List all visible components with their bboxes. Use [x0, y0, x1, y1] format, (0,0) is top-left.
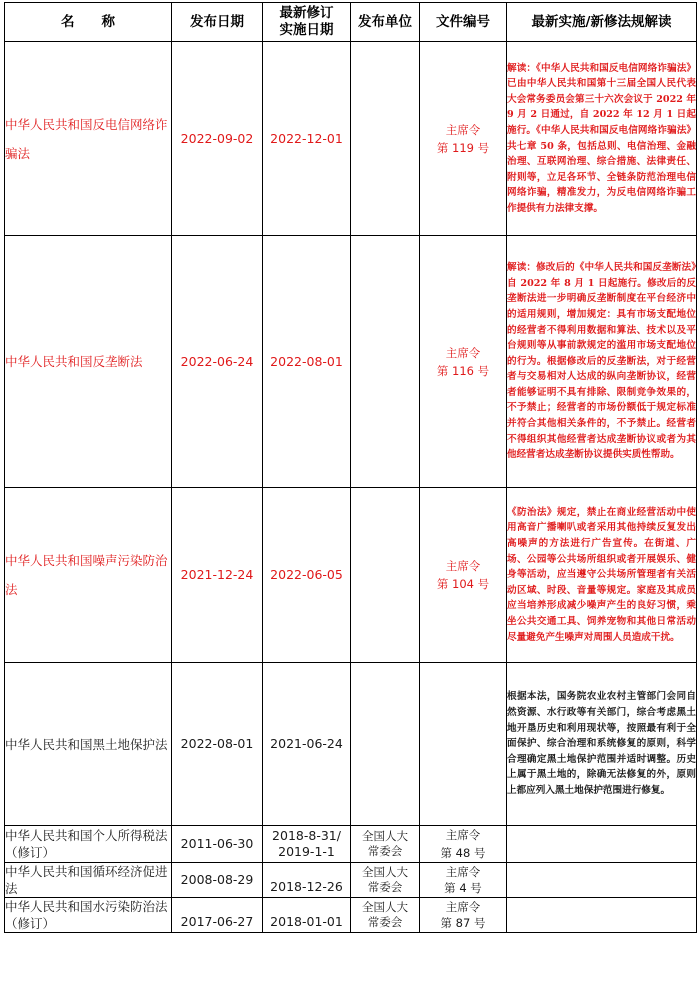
interpretation: [507, 898, 697, 933]
issuer-line1: 全国人大: [362, 829, 408, 843]
issuer-line1: 全国人大: [362, 865, 408, 879]
doc-no: [420, 488, 507, 663]
issuer: [351, 663, 420, 826]
header-doc-no: 文件编号: [420, 3, 507, 42]
doc-no-line2: 第 4 号: [444, 881, 482, 895]
doc-no-line2: 第 87 号: [440, 916, 486, 930]
issuer: [351, 42, 420, 236]
law-name: 中华人民共和国循环经济促进法: [5, 863, 172, 898]
interpretation: [507, 863, 697, 898]
doc-no-line1: 主席令: [445, 900, 481, 914]
issuer-line2: 常委会: [367, 844, 403, 858]
table-row: [5, 898, 697, 933]
table-row: [5, 863, 697, 898]
doc-no-line1: 主席令: [445, 828, 481, 842]
issuer: [351, 898, 420, 933]
doc-no: [420, 898, 507, 933]
law-name: 中华人民共和国反垄断法: [5, 236, 172, 488]
law-table: [4, 2, 697, 933]
effective-date: 2021-06-24: [263, 663, 351, 826]
doc-no: [420, 663, 507, 826]
law-name: 中华人民共和国反电信网络诈骗法: [5, 42, 172, 236]
table-row: [5, 663, 697, 826]
header-interpretation: 最新实施/新修法规解读: [507, 3, 697, 42]
publish-date: 2021-12-24: [172, 488, 263, 663]
effective-date-line2: 2019-1-1: [278, 844, 335, 859]
doc-no: [420, 42, 507, 236]
effective-date: 2022-08-01: [263, 236, 351, 488]
issuer: [351, 863, 420, 898]
law-name: 中华人民共和国噪声污染防治法: [5, 488, 172, 663]
issuer: [351, 236, 420, 488]
header-name: 名 称: [5, 3, 172, 42]
effective-date: 2022-06-05: [263, 488, 351, 663]
interpretation: 解读：修改后的《中华人民共和国反垄断法》自 2022 年 8 月 1 日起施行。修改后的反垄断法进一步明确反垄断制度在平台经济中的适用规则，增加规定：具有市场支配地位的经营者不得利用数据和算法、技术以及平台规则等从事前款规定的滥用市场支配地位的行为。根据修改后的反垄断法，对于经营者与交易相对人达成的纵向垄断协议，经营者能够证明不具有排除、限制竞争效果的，不予禁止；经营者的市场份额低于规定标准并符合其他相关条件的，不予禁止。经营者不得组织其他经营者达成垄断协议或者为其他经营者达成垄断协议提供实质性帮助。: [507, 236, 697, 488]
doc-no-line2: 第 116 号: [436, 363, 490, 378]
doc-no-line1: 主席令: [445, 559, 481, 573]
effective-date: 2022-12-01: [263, 42, 351, 236]
issuer-line1: 全国人大: [362, 900, 408, 914]
issuer-line2: 常委会: [367, 915, 403, 929]
interpretation: 《防治法》规定，禁止在商业经营活动中使用高音广播喇叭或者采用其他持续反复发出高噪声的方法进行广告宣传。在街道、广场、公园等公共场所组织或者开展娱乐、健身等活动，应当遵守公共场所管理者有关活动区域、时段、音量等规定。家庭及其成员应当培养形成减少噪声产生的良好习惯，乘坐公共交通工具、饲养宠物和其他日常活动尽量避免产生噪声对周围人员造成干扰。: [507, 488, 697, 663]
publish-date: 2022-09-02: [172, 42, 263, 236]
publish-date: 2008-08-29: [172, 863, 263, 898]
doc-no-line1: 主席令: [445, 345, 481, 360]
effective-date: 2018-01-01: [263, 898, 351, 933]
doc-no-line2: 第 119 号: [436, 140, 490, 155]
publish-date: 2022-06-24: [172, 236, 263, 488]
doc-no: [420, 826, 507, 863]
interpretation: 根据本法，国务院农业农村主管部门会同自然资源、水行政等有关部门，综合考虑黑土地开垦历史和利用现状等，按照最有利于全面保护、综合治理和系统修复的原则，科学合理确定黑土地保护范围并适时调整。历史上属于黑土地的，除确无法修复的外，原则上都应列入黑土地保护范围进行修复。: [507, 663, 697, 826]
header-issuer: 发布单位: [351, 3, 420, 42]
table-row: [5, 826, 697, 863]
doc-no: [420, 863, 507, 898]
doc-no-line2: 第 104 号: [436, 577, 490, 591]
effective-date: 2018-12-26: [263, 863, 351, 898]
issuer: [351, 826, 420, 863]
issuer-line2: 常委会: [367, 880, 403, 894]
interpretation: 解读：《中华人民共和国反电信网络诈骗法》已由中华人民共和国第十三届全国人民代表大会常务委员会第三十六次会议于 2022 年 9 月 2 日通过，自 2022 年 12 月 1 日起施行。《中华人民共和国反电信网络诈骗法》共七章 50 条，包括总则、电信治理、金融治理、互联网治理、综合措施、法律责任、附则等，立足各环节、全链条防范治理电信网络诈骗，精准发力，为反电信网络诈骗工作提供有力法律支撑。: [507, 42, 697, 236]
doc-no-line1: 主席令: [445, 865, 481, 879]
table-row: [5, 42, 697, 236]
publish-date: 2022-08-01: [172, 663, 263, 826]
interpretation: [507, 826, 697, 863]
header-publish-date: 发布日期: [172, 3, 263, 42]
publish-date: 2017-06-27: [172, 898, 263, 933]
table-header-row: [5, 3, 697, 42]
doc-no-line1: 主席令: [445, 122, 481, 137]
effective-date-line1: 2018-8-31/: [272, 828, 341, 843]
law-name: 中华人民共和国水污染防治法（修订）: [5, 898, 172, 933]
effective-date: [263, 826, 351, 863]
law-name: 中华人民共和国黑土地保护法: [5, 663, 172, 826]
table-row: [5, 488, 697, 663]
issuer: [351, 488, 420, 663]
header-effective-date-line1: 最新修订: [279, 5, 334, 21]
header-effective-date: [263, 3, 351, 42]
law-name: 中华人民共和国个人所得税法（修订）: [5, 826, 172, 863]
table-row: [5, 236, 697, 488]
doc-no-line2: 第 48 号: [440, 846, 486, 860]
doc-no: [420, 236, 507, 488]
header-effective-date-line2: 实施日期: [279, 22, 334, 38]
publish-date: 2011-06-30: [172, 826, 263, 863]
